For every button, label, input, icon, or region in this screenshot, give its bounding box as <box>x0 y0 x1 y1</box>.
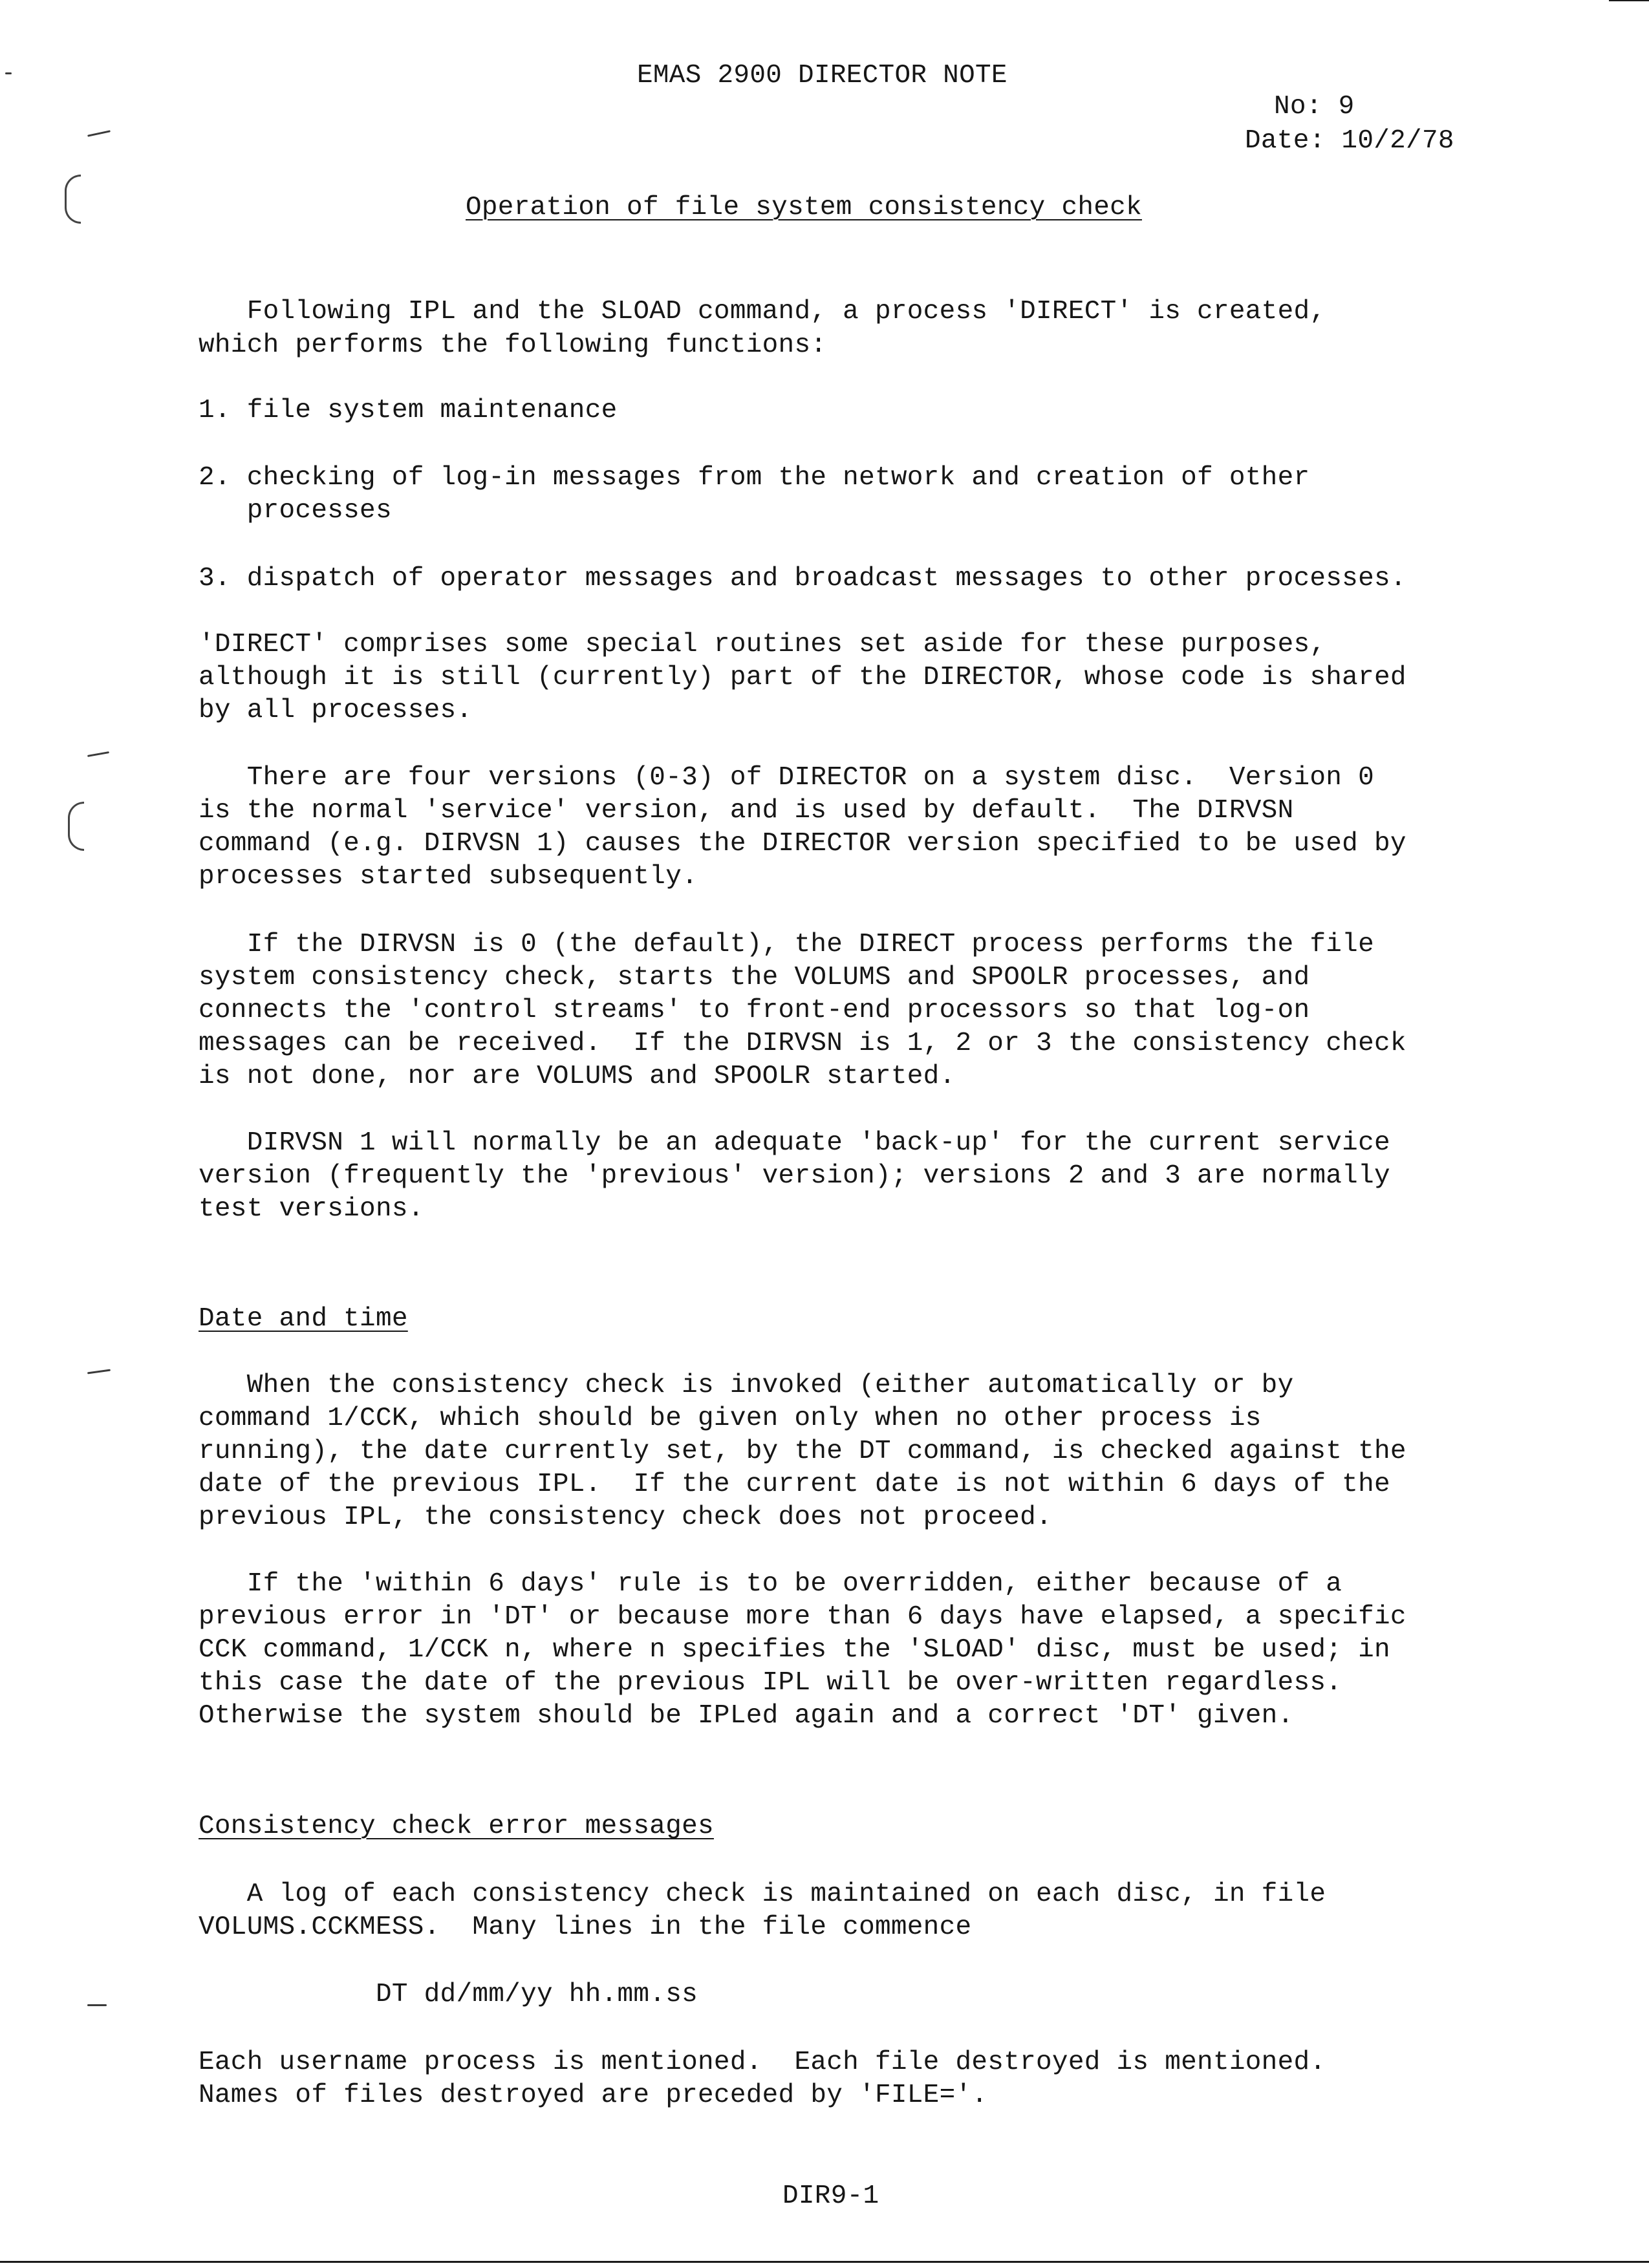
punch-hole-mark <box>65 175 81 224</box>
list-item-continuation: processes <box>199 496 392 526</box>
text-line: If the DIRVSN is 0 (the default), the DIRECT process performs the file <box>199 930 1374 959</box>
document-title: Operation of file system consistency check <box>466 193 1142 222</box>
text-line: command (e.g. DIRVSN 1) causes the DIRECTOR version specified to be used by <box>199 829 1406 859</box>
text-line: CCK command, 1/CCK n, where n specifies the 'SLOAD' disc, must be used; in <box>199 1635 1390 1665</box>
text-line: version (frequently the 'previous' version); versions 2 and 3 are normally <box>199 1161 1390 1191</box>
punch-hole-mark <box>68 802 84 851</box>
list-item: 3. dispatch of operator messages and broadcast messages to other processes. <box>199 564 1406 594</box>
margin-mark <box>87 2004 107 2006</box>
text-line: is the normal 'service' version, and is used by default. The DIRVSN <box>199 796 1294 826</box>
text-line: is not done, nor are VOLUMS and SPOOLR started. <box>199 1062 956 1091</box>
text-line: Following IPL and the SLOAD command, a process 'DIRECT' is created, <box>199 297 1326 326</box>
example-line: DT dd/mm/yy hh.mm.ss <box>199 1980 698 2009</box>
margin-mark <box>87 751 109 757</box>
text-line: DIRVSN 1 will normally be an adequate 'back-up' for the current service <box>199 1128 1390 1158</box>
page-edge-line <box>1609 0 1649 1</box>
text-line: running), the date currently set, by the DT command, is checked against the <box>199 1437 1406 1466</box>
text-line: test versions. <box>199 1194 424 1224</box>
note-number: No: 9 <box>1274 92 1355 122</box>
text-line: which performs the following functions: <box>199 330 827 360</box>
text-line: Otherwise the system should be IPLed again and a correct 'DT' given. <box>199 1701 1294 1731</box>
margin-mark <box>87 130 111 136</box>
text-line: There are four versions (0-3) of DIRECTOR on a system disc. Version 0 <box>199 763 1374 793</box>
text-line: Each username process is mentioned. Each file destroyed is mentioned. <box>199 2048 1326 2077</box>
text-line: A log of each consistency check is maintained on each disc, in file <box>199 1879 1326 1909</box>
text-line: this case the date of the previous IPL will be over-written regardless. <box>199 1668 1342 1698</box>
margin-mark <box>5 72 12 74</box>
list-item: 1. file system maintenance <box>199 396 618 425</box>
page-footer: DIR9-1 <box>782 2181 879 2211</box>
text-line: Names of files destroyed are preceded by 'FILE='. <box>199 2081 988 2110</box>
text-line: by all processes. <box>199 696 473 725</box>
text-line: When the consistency check is invoked (either automatically or by <box>199 1371 1294 1400</box>
text-line: system consistency check, starts the VOLUMS and SPOOLR processes, and <box>199 963 1310 992</box>
note-date: Date: 10/2/78 <box>1245 126 1454 156</box>
text-line: If the 'within 6 days' rule is to be overridden, either because of a <box>199 1569 1342 1599</box>
text-line: date of the previous IPL. If the current date is not within 6 days of the <box>199 1470 1390 1499</box>
list-item: 2. checking of log-in messages from the network and creation of other <box>199 463 1310 493</box>
margin-mark <box>87 1369 111 1375</box>
note-series-title: EMAS 2900 DIRECTOR NOTE <box>637 61 1008 91</box>
text-line: VOLUMS.CCKMESS. Many lines in the file commence <box>199 1912 972 1942</box>
section-heading-error-messages: Consistency check error messages <box>199 1812 714 1841</box>
text-line: previous IPL, the consistency check does not proceed. <box>199 1503 1052 1532</box>
text-line: previous error in 'DT' or because more than 6 days have elapsed, a specific <box>199 1602 1406 1632</box>
text-line: command 1/CCK, which should be given only when no other process is <box>199 1404 1262 1433</box>
section-heading-date-and-time: Date and time <box>199 1304 408 1334</box>
text-line: processes started subsequently. <box>199 862 698 892</box>
text-line: connects the 'control streams' to front-end processors so that log-on <box>199 996 1310 1025</box>
text-line: 'DIRECT' comprises some special routines set aside for these purposes, <box>199 630 1326 659</box>
text-line: although it is still (currently) part of the DIRECTOR, whose code is shared <box>199 663 1406 692</box>
text-line: messages can be received. If the DIRVSN is 1, 2 or 3 the consistency check <box>199 1029 1406 1058</box>
page-bottom-rule <box>0 2261 1649 2263</box>
